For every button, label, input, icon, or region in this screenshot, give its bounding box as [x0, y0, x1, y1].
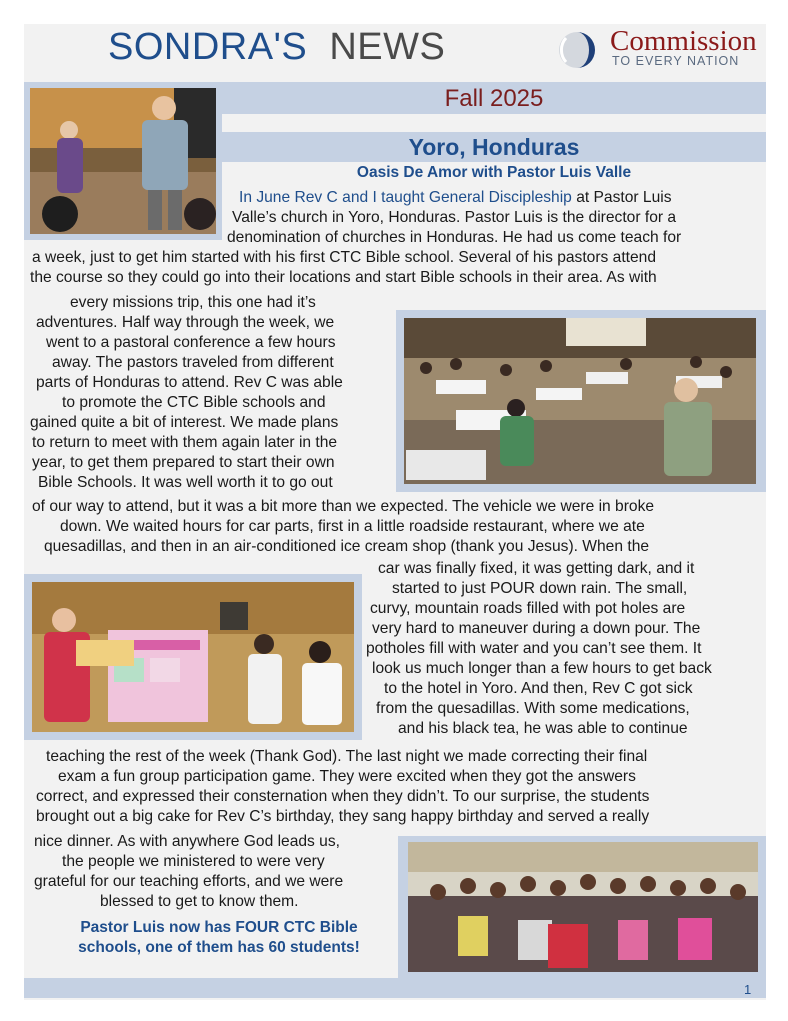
article-line: every missions trip, this one had it’s [70, 294, 316, 311]
article-line: Valle’s church in Yoro, Honduras. Pastor Luis is the director for a [232, 209, 677, 226]
article-line: potholes fill with water and you can’t see them. It [366, 640, 702, 657]
article-line: adventures. Half way through the week, we [36, 314, 335, 331]
article-subtitle: Oasis De Amor with Pastor Luis Valle [356, 164, 632, 181]
article-line: the course so they could go into their locations and start Bible schools in their area. As with [30, 269, 657, 286]
article-line: curvy, mountain roads filled with pot holes are [370, 600, 686, 617]
logo-name: Commission [610, 25, 757, 57]
photo-birthday-cake [24, 574, 362, 740]
callout-line: schools, one of them has 60 students! [78, 939, 360, 956]
article-line: very hard to maneuver during a down pour. The [372, 620, 701, 637]
article-line: the people we ministered to were very [62, 853, 325, 870]
article-line: down. We waited hours for car parts, first in a little roadside restaurant, where we ate [60, 518, 645, 535]
article-line: to the hotel in Yoro. And then, Rev C got sick [384, 680, 693, 697]
photo-group [398, 836, 766, 978]
article-line: blessed to get to know them. [100, 893, 299, 910]
article-line-0: In June Rev C and I taught General Discipleship at Pastor Luis [239, 189, 672, 206]
article-line: a week, just to get him started with his first CTC Bible school. Several of his pastors attend [32, 249, 657, 266]
bottom-bar [24, 978, 766, 998]
newsletter-title [108, 26, 445, 69]
issue-label: Fall 2025 [444, 85, 544, 112]
globe-logo-icon [557, 30, 597, 70]
highlight-callout [34, 918, 404, 958]
article-line: nice dinner. As with anywhere God leads us, [34, 833, 340, 850]
photo-teaching [24, 82, 222, 240]
article-line: of our way to attend, but it was a bit more than we expected. The vehicle we were in broke [32, 498, 655, 515]
article-line: to promote the CTC Bible schools and [62, 394, 326, 411]
article-line: to return to meet with them again later in the [32, 434, 338, 451]
photo-conference [396, 310, 766, 492]
article-line: gained quite a bit of interest. We made plans [30, 414, 339, 431]
article-line: quesadillas, and then in an air-conditioned ice cream shop (thank you Jesus). When the [44, 538, 650, 555]
article-line: went to a pastoral conference a few hours [46, 334, 336, 351]
article-line: Bible Schools. It was well worth it to go out [38, 474, 333, 491]
logo-tagline: TO EVERY NATION [612, 54, 740, 68]
article-line: denomination of churches in Honduras. He had us come teach for [227, 229, 682, 246]
article-line: teaching the rest of the week (Thank God). The last night we made correcting their final [46, 748, 648, 765]
ctc-logo [557, 26, 772, 70]
article-line: from the quesadillas. With some medications, [376, 700, 690, 717]
location-heading: Yoro, Honduras [408, 134, 580, 160]
article-line: parts of Honduras to attend. Rev C was able [36, 374, 343, 391]
article-line: grateful for our teaching efforts, and we were [34, 873, 344, 890]
title-news: NEWS [329, 26, 446, 68]
article-line: year, to get them prepared to start their own [32, 454, 335, 471]
title-name: SONDRA'S [108, 26, 308, 68]
article-line: and his black tea, he was able to continue [398, 720, 688, 737]
article-line: started to just POUR down rain. The small, [392, 580, 688, 597]
article-line: look us much longer than a few hours to get back [372, 660, 712, 677]
article-line: correct, and expressed their consternation when they didn’t. To our surprise, the students [36, 788, 650, 805]
article-line: brought out a big cake for Rev C’s birthday, they sang happy birthday and served a really [36, 808, 650, 825]
article-lead: In June Rev C and I taught General Discipleship [239, 189, 572, 206]
article-line: away. The pastors traveled from different [52, 354, 334, 371]
article-line: car was finally fixed, it was getting dark, and it [378, 560, 695, 577]
callout-line: Pastor Luis now has FOUR CTC Bible [80, 919, 358, 936]
article-line: exam a fun group participation game. They were excited when they got the answers [58, 768, 636, 785]
page-number: 1 [744, 982, 752, 997]
